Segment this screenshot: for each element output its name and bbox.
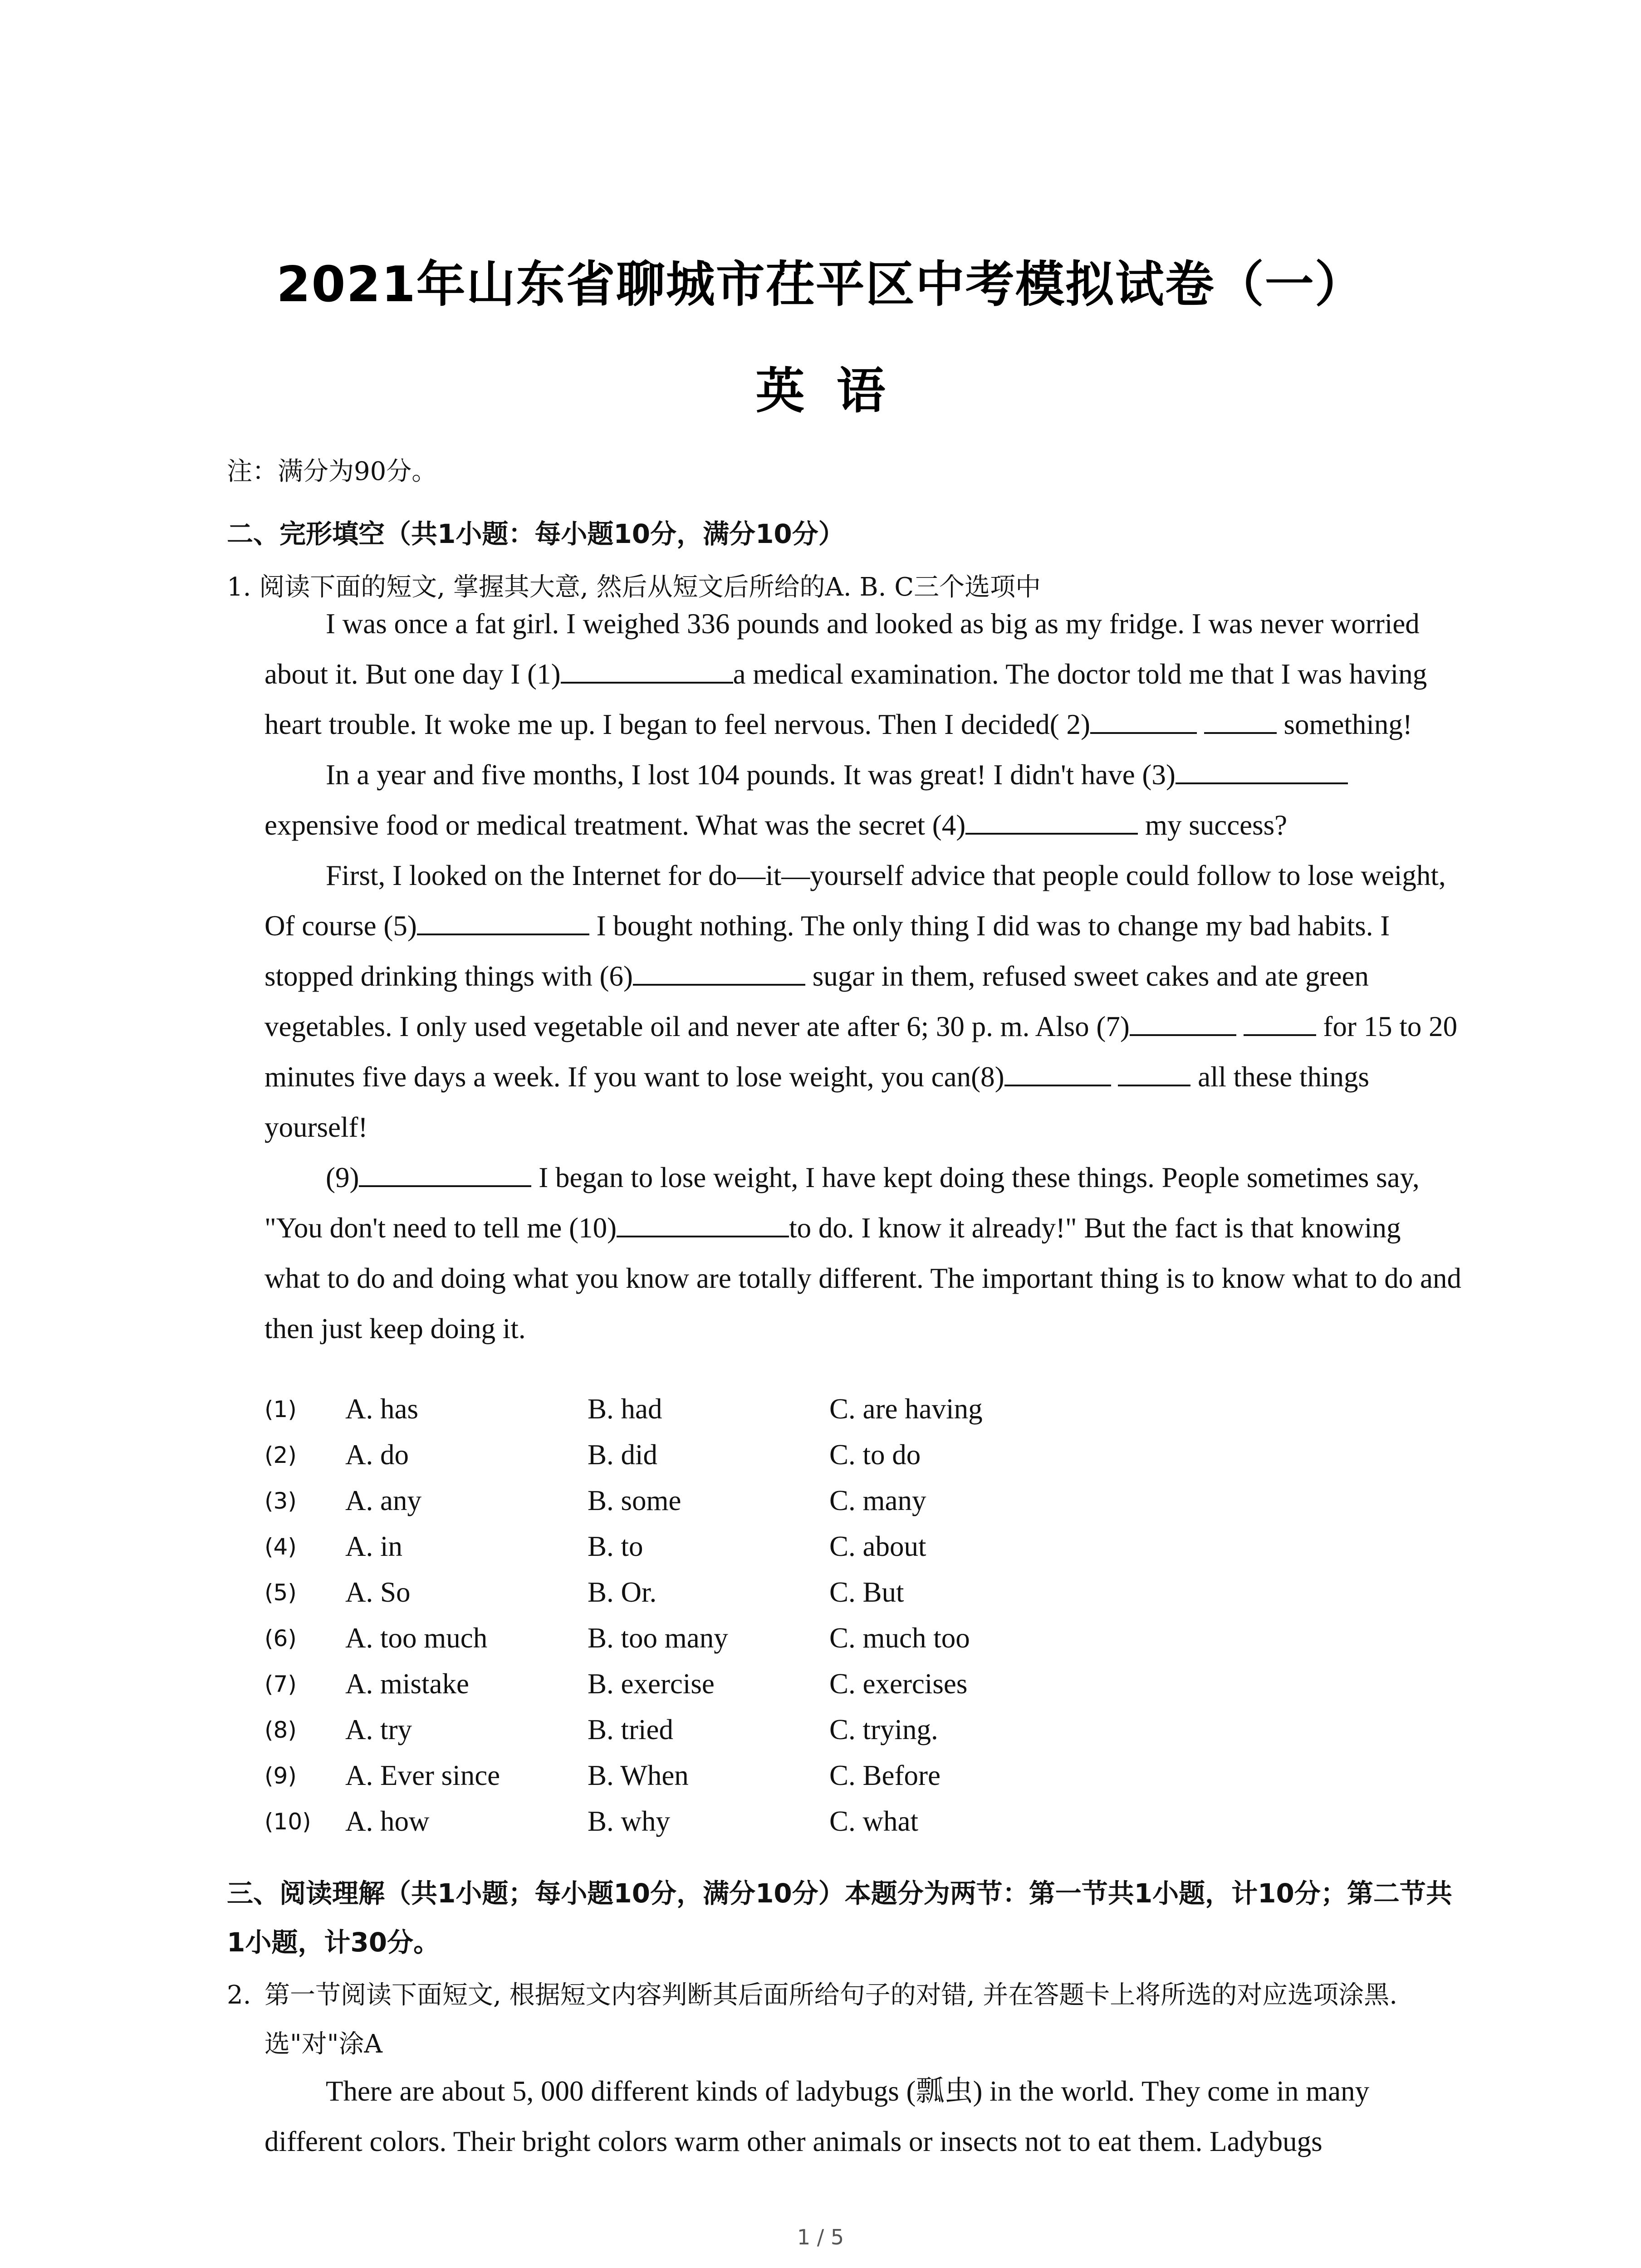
passage-text: In a year and five months, I lost 104 pounds. It was great! I didn't have (3): [326, 759, 1176, 791]
passage-text: I bought nothing. The only thing I did was to change my bad habits. I stopped drinking things with (6): [265, 910, 1390, 992]
passage-text: something!: [1276, 709, 1412, 740]
option-c[interactable]: C. about: [829, 1530, 926, 1562]
option-a[interactable]: A. too much: [345, 1622, 488, 1654]
passage-text: all these things yourself!: [265, 1061, 1370, 1143]
page-number: 1 / 5: [797, 2225, 844, 2249]
blank-4[interactable]: [965, 808, 1138, 835]
option-number: (2): [265, 1442, 297, 1468]
option-b[interactable]: B. tried: [588, 1714, 673, 1745]
option-row-8: [265, 1713, 1263, 1759]
blank-7[interactable]: [1130, 1010, 1236, 1036]
option-number: (9): [265, 1763, 297, 1789]
option-c[interactable]: C. many: [829, 1485, 926, 1516]
option-row-7: [265, 1667, 1263, 1713]
option-c[interactable]: C. trying.: [829, 1714, 938, 1745]
option-number: (5): [265, 1579, 297, 1606]
passage-text: (9): [326, 1162, 359, 1193]
passage-text: sugar in them, refused sweet cakes and ate green vegetables. I only used vegetable oil and never ate after 6; 30 p. m. Also (7): [265, 960, 1369, 1042]
option-c[interactable]: C. are having: [829, 1393, 983, 1425]
reading-passage: [265, 2066, 1462, 2167]
option-row-2: [265, 1438, 1263, 1484]
passage-text: I was once a fat girl. I weighed 336 pounds and looked as big as my fridge. I was never worried about it. But one day I (1): [265, 608, 1420, 690]
question-1-instruction: [227, 567, 1041, 603]
blank-2[interactable]: [1090, 708, 1197, 734]
option-row-10: [265, 1805, 1263, 1851]
option-b[interactable]: B. did: [588, 1439, 658, 1471]
option-a[interactable]: A. in: [345, 1530, 402, 1562]
section2-heading: 二、完形填空（共1小题：每小题10分，满分10分）: [227, 518, 845, 549]
passage-text: expensive food or medical treatment. What was the secret (4): [265, 809, 966, 841]
option-number: (6): [265, 1625, 297, 1652]
option-c[interactable]: C. to do: [829, 1439, 921, 1471]
option-a[interactable]: A. any: [345, 1485, 421, 1516]
option-a[interactable]: A. Ever since: [345, 1760, 500, 1791]
option-row-3: [265, 1484, 1263, 1530]
passage-text: my success?: [1138, 809, 1288, 841]
question-number: 1.: [227, 572, 251, 602]
option-row-1: [265, 1393, 1263, 1438]
instruction-text: 阅读下面的短文, 掌握其大意, 然后从短文后所给的A. B. C三个选项中: [259, 572, 1041, 602]
blank-5[interactable]: [417, 909, 589, 935]
blank-2-cont[interactable]: [1204, 708, 1277, 734]
blank-1[interactable]: [561, 657, 733, 684]
answer-options: [265, 1393, 1263, 1851]
passage-text: I began to lose weight, I have kept doing these things. People sometimes say, "You don't need to tell me (10): [265, 1162, 1420, 1244]
score-note: 注：满分为90分。: [227, 457, 437, 486]
option-row-5: [265, 1576, 1263, 1622]
option-number: (1): [265, 1396, 297, 1422]
option-a[interactable]: A. So: [345, 1576, 411, 1608]
option-a[interactable]: A. has: [345, 1393, 418, 1425]
option-c[interactable]: C. much too: [829, 1622, 970, 1654]
option-number: (8): [265, 1717, 297, 1743]
blank-8[interactable]: [1004, 1060, 1111, 1086]
blank-9[interactable]: [359, 1161, 531, 1187]
passage-text: First, I looked on the Internet for do—it—yourself advice that people could follow to lose weight, Of course (5): [265, 860, 1446, 942]
blank-7-cont[interactable]: [1244, 1010, 1316, 1036]
option-b[interactable]: B. some: [588, 1485, 681, 1516]
blank-10[interactable]: [617, 1211, 789, 1237]
cloze-passage: [265, 599, 1462, 1354]
option-b[interactable]: B. why: [588, 1805, 671, 1837]
option-b[interactable]: B. too many: [588, 1622, 728, 1654]
question-number: 2.: [227, 1980, 251, 2010]
option-c[interactable]: C. But: [829, 1576, 904, 1608]
option-row-4: [265, 1530, 1263, 1576]
blank-8-cont[interactable]: [1118, 1060, 1190, 1086]
paragraph-2: [265, 750, 1462, 850]
paragraph-4: [265, 1153, 1462, 1354]
blank-6[interactable]: [633, 959, 805, 986]
option-c[interactable]: C. what: [829, 1805, 918, 1837]
paragraph-1: [265, 599, 1462, 750]
option-b[interactable]: B. Or.: [588, 1576, 657, 1608]
paragraph-3: [265, 850, 1462, 1153]
passage-text: to do. I know it already!" But the fact is that knowing what to do and doing what you know are totally different. The important thing is to know what to do and then just keep doing it.: [265, 1212, 1461, 1344]
page-title: 2021年山东省聊城市茌平区中考模拟试卷（一）: [276, 256, 1365, 313]
option-number: (10): [265, 1809, 311, 1835]
option-row-9: [265, 1759, 1263, 1805]
option-c[interactable]: C. exercises: [829, 1668, 968, 1700]
blank-3[interactable]: [1176, 758, 1348, 784]
instruction-text: 第一节阅读下面短文, 根据短文内容判断其后面所给句子的对错, 并在答题卡上将所选的对应选项涂黑. 选"对"涂A: [265, 1980, 1398, 2059]
option-b[interactable]: B. When: [588, 1760, 689, 1791]
option-c[interactable]: C. Before: [829, 1760, 941, 1791]
option-row-6: [265, 1622, 1263, 1667]
option-a[interactable]: A. do: [345, 1439, 409, 1471]
paragraph-1: There are about 5, 000 different kinds of ladybugs (瓢虫) in the world. They come in many different colors. Their bright colors warm other animals or insects not to eat them. Ladybugs: [265, 2075, 1370, 2157]
option-number: (3): [265, 1488, 297, 1514]
option-a[interactable]: A. mistake: [345, 1668, 469, 1700]
option-b[interactable]: B. exercise: [588, 1668, 715, 1700]
section3-heading: 三、阅读理解（共1小题；每小题10分，满分10分）本题分为两节：第一节共1小题，计10分；第二节共1小题，计30分。: [227, 1878, 1452, 1958]
subject-title: 英语: [755, 363, 917, 420]
option-a[interactable]: A. try: [345, 1714, 412, 1745]
option-b[interactable]: B. to: [588, 1530, 643, 1562]
option-number: (4): [265, 1534, 297, 1560]
passage-text: for 15 to 20 minutes five days a week. If you want to lose weight, you can(8): [265, 1011, 1458, 1093]
option-a[interactable]: A. how: [345, 1805, 430, 1837]
passage-text: a medical examination. The doctor told me that I was having heart trouble. It woke me up. I began to feel nervous. Then I decided( 2): [265, 658, 1427, 740]
option-b[interactable]: B. had: [588, 1393, 662, 1425]
option-number: (7): [265, 1671, 297, 1697]
